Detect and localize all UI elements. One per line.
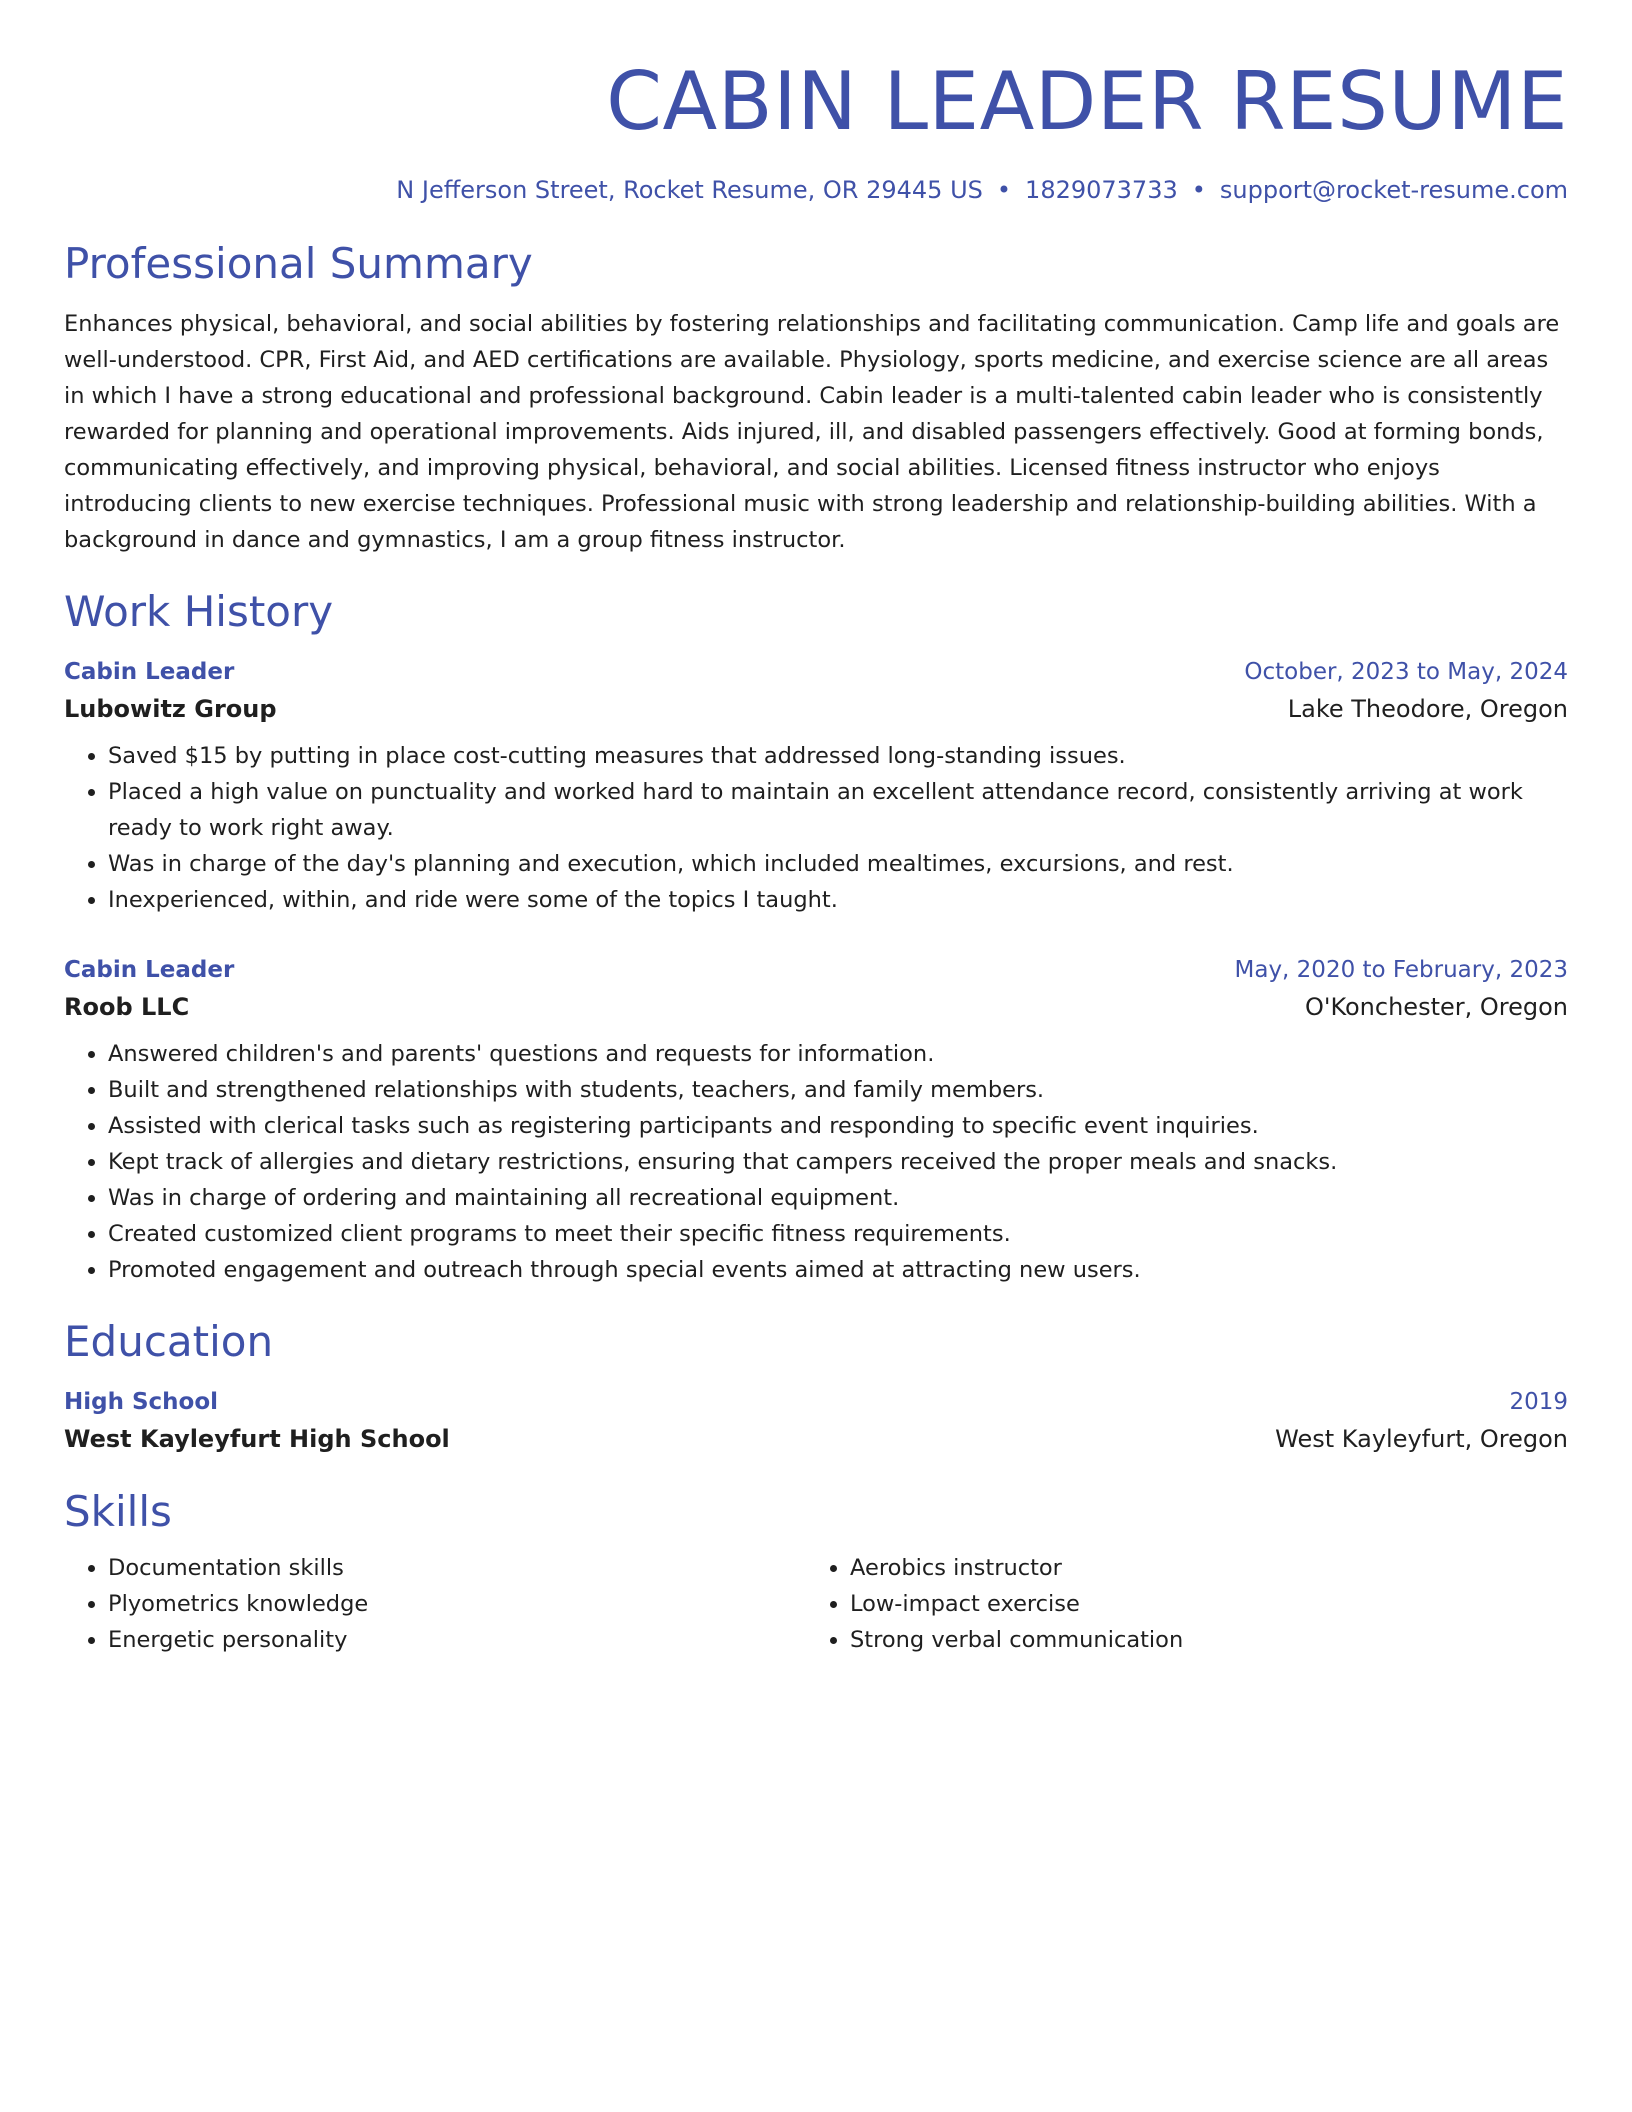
job-bullet: • Saved $15 by putting in place cost-cutting measures that addressed long-standing issues. — [108, 738, 1568, 774]
job-dates: October, 2023 to May, 2024 — [1244, 659, 1568, 685]
resume-title: CABIN LEADER RESUME — [606, 55, 1568, 148]
job-company: Roob LLC — [64, 993, 190, 1021]
contact-address: N Jefferson Street, Rocket Resume, OR 29445 US — [396, 176, 983, 204]
work-history-heading: Work History — [64, 587, 334, 636]
skills-heading: Skills — [64, 1487, 172, 1536]
job-entry — [64, 952, 1568, 1288]
job-bullet: • Inexperienced, within, and ride were some of the topics I taught. — [108, 882, 1568, 918]
education-school: West Kayleyfurt High School — [64, 1425, 450, 1453]
education-heading: Education — [64, 1317, 274, 1366]
job-bullet: • Was in charge of ordering and maintaining all recreational equipment. — [108, 1180, 1568, 1216]
summary-text: Enhances physical, behavioral, and social abilities by fostering relationships and facilitating communication. Camp life and goals are well-understood. CPR, First Aid, and AED certifications are available. Physiology, sports medicine, and exercise science are all areas in which I have a strong educational and professional background. Cabin leader is a multi-talented cabin leader who is consistently rewarded for planning and operational improvements. Aids injured, ill, and disabled passengers effectively. Good at forming bonds, communicating effectively, and improving physical, behavioral, and social abilities. Licensed fitness instructor who enjoys introducing clients to new exercise techniques. Professional music with strong leadership and relationship-building abilities. With a background in dance and gymnastics, I am a group fitness instructor. — [64, 311, 1560, 553]
job-bullet: • Created customized client programs to meet their specific fitness requirements. — [108, 1216, 1568, 1252]
skills-columns — [64, 1550, 1568, 1658]
contact-email: support@rocket-resume.com — [1219, 176, 1568, 204]
job-bullets — [64, 738, 1568, 918]
job-title: Cabin Leader — [64, 957, 235, 983]
skills-section — [64, 1486, 1568, 1658]
job-bullet: • Was in charge of the day's planning and execution, which included mealtimes, excursions, and rest. — [108, 846, 1568, 882]
work-history-section — [64, 586, 1568, 1288]
skills-list-left — [64, 1550, 806, 1658]
contact-separator: • — [1191, 176, 1206, 204]
skills-list-right — [806, 1550, 1548, 1658]
education-entry — [64, 1384, 1568, 1458]
job-bullet: • Kept track of allergies and dietary restrictions, ensuring that campers received the proper meals and snacks. — [108, 1144, 1568, 1180]
job-location: Lake Theodore, Oregon — [1287, 695, 1568, 723]
education-section — [64, 1316, 1568, 1458]
job-bullet: • Placed a high value on punctuality and worked hard to maintain an excellent attendance record, consistently arriving at work ready to work right away. — [108, 774, 1568, 846]
skill-item: • Low-impact exercise — [850, 1586, 1548, 1622]
skill-item: • Documentation skills — [108, 1550, 806, 1586]
contact-separator: • — [996, 176, 1012, 204]
job-location: O'Konchester, Oregon — [1304, 993, 1568, 1021]
job-entry — [64, 654, 1568, 918]
skill-item: • Strong verbal communication — [850, 1622, 1548, 1658]
job-dates: May, 2020 to February, 2023 — [1234, 957, 1568, 983]
resume-page — [64, 52, 1568, 1658]
job-company: Lubowitz Group — [64, 695, 277, 723]
job-bullet: • Promoted engagement and outreach through special events aimed at attracting new users. — [108, 1252, 1568, 1288]
skill-item: • Energetic personality — [108, 1622, 806, 1658]
contact-line — [64, 174, 1568, 206]
education-degree: High School — [64, 1389, 219, 1415]
job-bullets — [64, 1036, 1568, 1288]
skill-item: • Aerobics instructor — [850, 1550, 1548, 1586]
contact-phone: 1829073733 — [1025, 176, 1178, 204]
job-title: Cabin Leader — [64, 659, 235, 685]
resume-header — [64, 52, 1568, 206]
job-bullet: • Assisted with clerical tasks such as registering participants and responding to specific event inquiries. — [108, 1108, 1568, 1144]
summary-heading: Professional Summary — [64, 239, 533, 288]
job-bullet: • Answered children's and parents' questions and requests for information. — [108, 1036, 1568, 1072]
education-location: West Kayleyfurt, Oregon — [1275, 1425, 1568, 1453]
job-bullet: • Built and strengthened relationships with students, teachers, and family members. — [108, 1072, 1568, 1108]
education-year: 2019 — [1509, 1389, 1568, 1415]
skill-item: • Plyometrics knowledge — [108, 1586, 806, 1622]
